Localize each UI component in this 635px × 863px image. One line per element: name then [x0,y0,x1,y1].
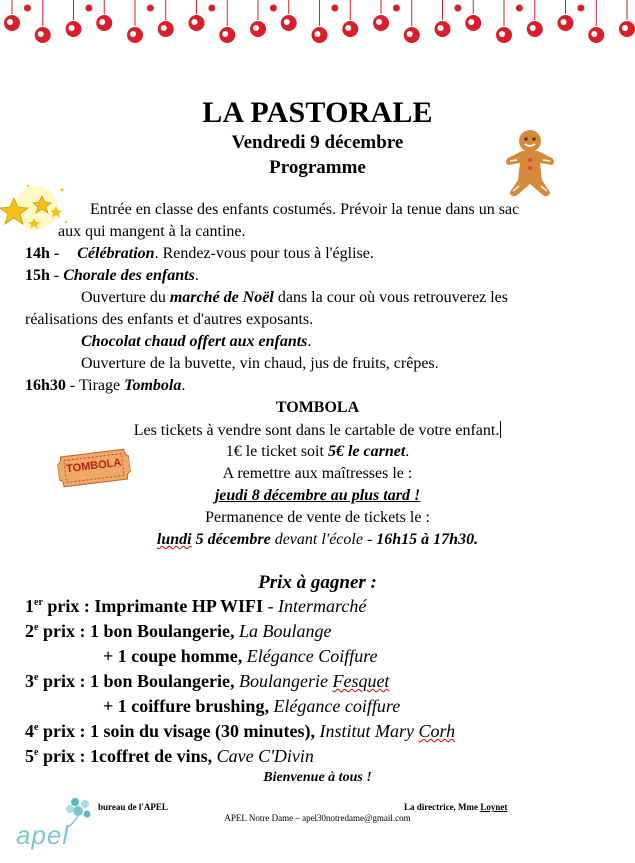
ornament-icon [404,0,420,43]
period: . [194,267,199,284]
ornament-icon [189,0,216,31]
apel-logo: apel [16,820,70,850]
ornament-icon [496,0,523,43]
program-heading: Programme [269,157,366,178]
program-line-chocolate [81,333,311,351]
period: . [181,377,186,394]
prize-2 [25,621,331,642]
prize-item: + 1 coupe homme, [103,646,243,666]
event-tombola: Tombola [124,377,182,394]
prize-item: prix : 1 bon Boulangerie, [38,671,235,691]
program-line-buvette: Ouverture de la buvette, vin chaud, jus de fruits, crêpes. [81,355,439,372]
prizes-heading: Prix à gagner : [258,572,377,593]
tombola-tickets-text: Les tickets à vendre sont dans le cartable de votre enfant. [133,422,500,439]
gingerbread-man-icon [500,128,560,198]
ticket-label: TOMBOLA [65,456,122,476]
prize-4 [25,721,455,742]
time-16h30: 16h30 [25,377,66,394]
event-celebration: Célébration [77,245,155,262]
prize-rank: 1 [25,596,34,616]
prize-rank: 2 [25,621,34,641]
sale-hours: 16h15 à 17h30. [376,531,479,548]
footer-apel-office: bureau de l'APEL [98,802,168,812]
prize-rank: 3 [25,671,34,691]
welcome-text: Bienvenue à tous ! [263,770,372,785]
program-line-exhibitors: réalisations des enfants et d'autres exposants. [25,311,314,328]
sale-place: devant l'école - [270,531,377,548]
prize-2-extra [103,646,378,667]
ornament-icon [127,0,154,43]
ornament-icon [219,0,235,43]
director-title: La directrice, Mme [404,802,481,812]
prize-sponsor: Elégance coiffure [268,696,401,716]
tombola-sale-date-line [0,531,635,549]
event-date: Vendredi 9 décembre [231,132,404,153]
ornament-icon [66,0,93,37]
prize-3 [25,671,389,692]
event-celebration-detail: . Rendez-vous pour tous à l'église. [154,245,374,262]
ornament-icon [588,0,604,43]
prize-item: prix : 1coffret de vins, [38,746,213,766]
time-14h: 14h - [25,245,60,262]
ornament-icon [312,0,339,43]
period: . [405,443,410,460]
dash: - [49,267,64,284]
prize-3-extra [103,696,400,717]
tombola-tickets-line [0,421,635,440]
tirage-label: - Tirage [65,377,125,394]
prize-rank: 5 [25,746,34,766]
ornament-garland [0,0,635,60]
ornament-icon [465,0,481,31]
footer-director [404,802,507,812]
program-line-chorale [25,267,199,285]
prize-rank: 4 [25,721,34,741]
time-15h: 15h [25,267,50,284]
ornament-icon [158,0,174,37]
ornament-icon [619,0,635,37]
prize-item: prix : 1 soin du visage (30 minutes), [38,721,315,741]
tombola-return-line: A remettre aux maîtresses le : [222,465,413,482]
tombola-permanence-line: Permanence de vente de tickets le : [205,509,430,526]
market-intro: Ouverture du [81,289,170,306]
ornament-icon [96,0,112,31]
tombola-heading: TOMBOLA [275,399,360,416]
carnet-price: 5€ le carnet [327,443,406,460]
prize-1 [25,596,366,617]
event-chocolat: Chocolat chaud offert aux enfants [81,333,308,350]
tombola-deadline: jeudi 8 décembre au plus tard ! [214,487,421,504]
prize-sponsor: La Boulange [234,621,332,641]
tombola-deadline-line [0,487,635,505]
program-line-tombola [25,377,185,395]
ornament-icon [558,0,585,31]
ornament-icon [342,0,358,37]
ornament-icon [4,0,31,31]
prize-5 [25,746,314,767]
text-cursor [500,421,501,438]
period: . [307,333,312,350]
prize-sponsor: - Intermarché [263,596,367,616]
prize-rank-suffix: e [34,747,39,758]
prize-rank-suffix: e [34,672,39,683]
sale-date: 5 décembre [191,531,271,548]
ornament-icon [373,0,400,31]
prize-rank-suffix: e [34,722,39,733]
prize-sponsor-name: Corh [418,721,456,741]
prize-rank-suffix: e [34,622,39,633]
event-marche-noel: marché de Noël [169,289,274,306]
event-chorale: Chorale des enfants [63,267,195,284]
prize-sponsor: Cave C'Divin [212,746,314,766]
ornament-icon [250,0,277,37]
prize-item: + 1 coiffure brushing, [103,696,269,716]
ornament-icon [527,0,543,37]
prize-item: prix : Imprimante HP WIFI [42,596,264,616]
prize-sponsor: Elégance Coiffure [242,646,378,666]
prize-sponsor-name: Fesquet [332,671,390,691]
prize-item: prix : 1 bon Boulangerie, [38,621,235,641]
market-detail: dans la cour où vous retrouverez les [273,289,508,306]
ornament-icon [281,0,297,31]
program-line-celebration [25,245,374,263]
program-line-lunch: aux qui mangent à la cantine. [58,223,246,240]
prize-sponsor: Boulangerie [234,671,333,691]
program-line-market [81,289,508,307]
sale-day: lundi [156,531,192,548]
ticket-price: 1€ le ticket soit [225,443,328,460]
page-title: LA PASTORALE [202,96,433,129]
prize-rank-suffix: er [34,597,43,608]
director-name: Loynet [480,802,508,812]
program-line-entry: Entrée en classe des enfants costumés. Prévoir la tenue dans un sac [90,201,520,218]
footer-contact: APEL Notre Dame – apel30notredame@gmail.com [224,813,411,823]
ornament-icon [435,0,462,37]
prize-sponsor: Institut Mary [314,721,419,741]
ornament-icon [35,0,51,43]
